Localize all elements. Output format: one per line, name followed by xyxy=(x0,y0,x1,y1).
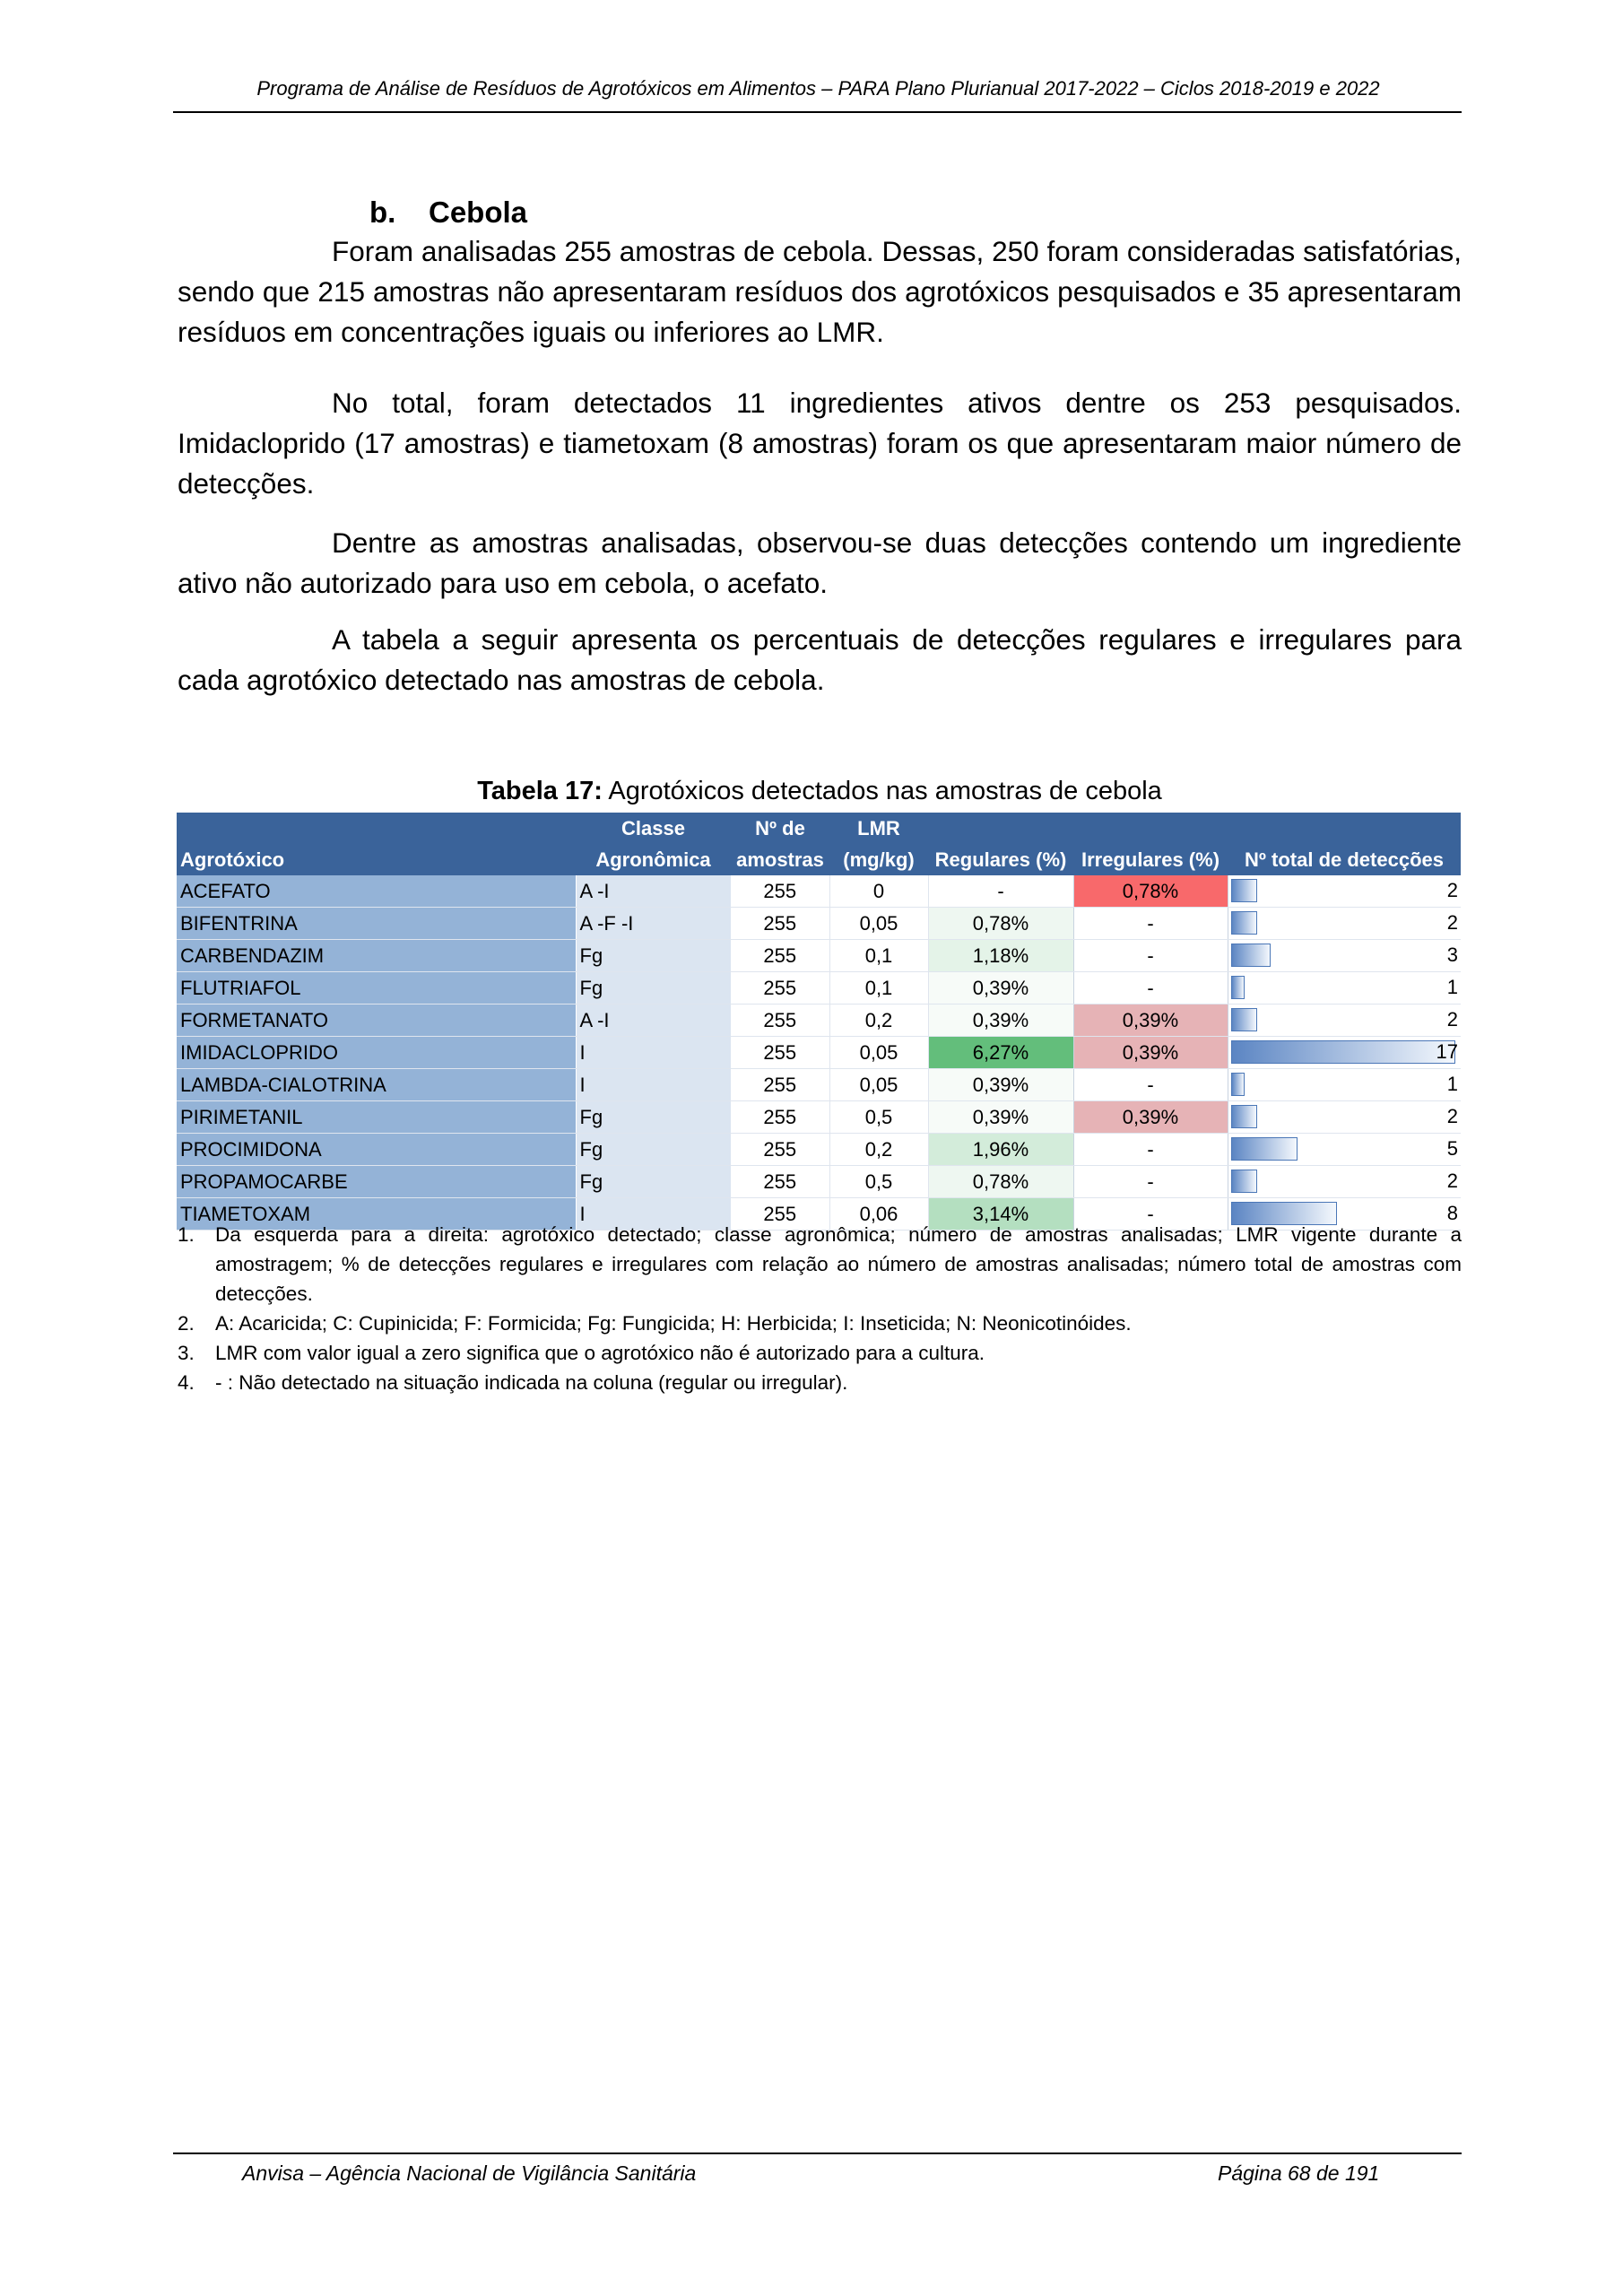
note-item xyxy=(178,1220,1462,1309)
note-item xyxy=(178,1338,1462,1368)
note-text: - : Não detectado na situação indicada na coluna (regular ou irregular). xyxy=(215,1371,848,1394)
note-number: 1. xyxy=(178,1223,195,1246)
cell-amostras: 255 xyxy=(731,1198,829,1231)
cell-regulares: 0,39% xyxy=(928,1101,1073,1134)
cell-regulares: 6,27% xyxy=(928,1037,1073,1069)
section-number: b. xyxy=(369,196,396,229)
total-bar xyxy=(1231,1040,1455,1064)
cell-irregulares: - xyxy=(1073,908,1228,940)
cell-classe: Fg xyxy=(576,1166,731,1198)
table-caption-label: Tabela 17: xyxy=(477,777,603,805)
cell-amostras: 255 xyxy=(731,1004,829,1037)
cell-irregulares: 0,39% xyxy=(1073,1101,1228,1134)
cell-lmr: 0,05 xyxy=(829,1037,928,1069)
cell-amostras: 255 xyxy=(731,908,829,940)
table-row xyxy=(177,1069,1461,1101)
cell-amostras: 255 xyxy=(731,1134,829,1166)
table-row xyxy=(177,1101,1461,1134)
cell-total xyxy=(1228,875,1461,908)
total-bar xyxy=(1231,1137,1298,1161)
cell-regulares: 0,78% xyxy=(928,1166,1073,1198)
note-text: Da esquerda para a direita: agrotóxico detectado; classe agronômica; número de amostras analisadas; LMR vigente durante a amostragem; % de detecções regulares e irregulares com relação ao número de amostras analisadas; número total de amostras com detecções. xyxy=(215,1223,1462,1305)
footer-agency: Anvisa – Agência Nacional de Vigilância Sanitária xyxy=(242,2161,697,2185)
table-caption xyxy=(178,777,1462,806)
cell-lmr: 0,05 xyxy=(829,1069,928,1101)
note-item xyxy=(178,1309,1462,1338)
total-value: 1 xyxy=(1446,976,1458,998)
header-rule xyxy=(173,111,1462,113)
cell-amostras: 255 xyxy=(731,1037,829,1069)
cell-lmr: 0,2 xyxy=(829,1134,928,1166)
cell-classe: A -I xyxy=(576,875,731,908)
table-header-row xyxy=(177,813,1461,875)
paragraph-4: A tabela a seguir apresenta os percentuais de detecções regulares e irregulares para cada agrotóxico detectado nas amostras de cebola. xyxy=(178,623,1462,696)
cell-amostras: 255 xyxy=(731,972,829,1004)
total-bar xyxy=(1231,1073,1245,1096)
cell-agrotoxico: BIFENTRINA xyxy=(177,908,576,940)
table-row xyxy=(177,1037,1461,1069)
cell-agrotoxico: IMIDACLOPRIDO xyxy=(177,1037,576,1069)
cell-classe: Fg xyxy=(576,1101,731,1134)
cell-irregulares: - xyxy=(1073,940,1228,972)
cell-classe: I xyxy=(576,1037,731,1069)
cell-regulares: 0,39% xyxy=(928,972,1073,1004)
cell-total xyxy=(1228,940,1461,972)
page-number: Página 68 de 191 xyxy=(1218,2161,1380,2185)
cell-irregulares: 0,39% xyxy=(1073,1037,1228,1069)
cell-total xyxy=(1228,1004,1461,1037)
total-value: 2 xyxy=(1446,1105,1458,1127)
note-number: 3. xyxy=(178,1342,195,1364)
cell-regulares: - xyxy=(928,875,1073,908)
cell-agrotoxico: CARBENDAZIM xyxy=(177,940,576,972)
cell-regulares: 1,96% xyxy=(928,1134,1073,1166)
cell-amostras: 255 xyxy=(731,1166,829,1198)
note-number: 2. xyxy=(178,1312,195,1335)
cell-total xyxy=(1228,1134,1461,1166)
total-bar xyxy=(1231,879,1257,902)
total-bar xyxy=(1231,1170,1257,1193)
cell-total xyxy=(1228,908,1461,940)
pesticide-table xyxy=(177,813,1461,1231)
cell-lmr: 0,5 xyxy=(829,1101,928,1134)
cell-classe: I xyxy=(576,1069,731,1101)
cell-total xyxy=(1228,1166,1461,1198)
cell-regulares: 0,39% xyxy=(928,1004,1073,1037)
header-irregulares: Irregulares (%) xyxy=(1073,813,1228,875)
header-total: Nº total de detecções xyxy=(1228,813,1461,875)
note-text: A: Acaricida; C: Cupinicida; F: Formicida; Fg: Fungicida; H: Herbicida; I: Inseticida; N: Neonicotinóides. xyxy=(215,1312,1132,1335)
cell-agrotoxico: ACEFATO xyxy=(177,875,576,908)
cell-irregulares: - xyxy=(1073,972,1228,1004)
total-bar xyxy=(1231,944,1271,967)
table-row xyxy=(177,1134,1461,1166)
cell-classe: A -F -I xyxy=(576,908,731,940)
total-bar xyxy=(1231,976,1245,999)
table-row xyxy=(177,972,1461,1004)
total-bar xyxy=(1231,911,1257,935)
total-value: 3 xyxy=(1446,944,1458,966)
cell-amostras: 255 xyxy=(731,1069,829,1101)
cell-agrotoxico: PROPAMOCARBE xyxy=(177,1166,576,1198)
cell-classe: I xyxy=(576,1198,731,1231)
cell-lmr: 0,05 xyxy=(829,908,928,940)
cell-classe: Fg xyxy=(576,940,731,972)
cell-irregulares: - xyxy=(1073,1198,1228,1231)
table-row xyxy=(177,875,1461,908)
total-value: 8 xyxy=(1446,1202,1458,1224)
table-row xyxy=(177,940,1461,972)
cell-total xyxy=(1228,1037,1461,1069)
cell-agrotoxico: PIRIMETANIL xyxy=(177,1101,576,1134)
cell-irregulares: 0,78% xyxy=(1073,875,1228,908)
header-classe: Classe Agronômica xyxy=(576,813,731,875)
total-value: 1 xyxy=(1446,1073,1458,1095)
total-bar xyxy=(1231,1105,1257,1128)
table-row xyxy=(177,1166,1461,1198)
footer-rule xyxy=(173,2152,1462,2154)
table-row xyxy=(177,1004,1461,1037)
table-notes xyxy=(178,1220,1462,1397)
cell-irregulares: - xyxy=(1073,1134,1228,1166)
total-value: 2 xyxy=(1446,1008,1458,1031)
cell-regulares: 1,18% xyxy=(928,940,1073,972)
header-lmr: LMR (mg/kg) xyxy=(829,813,928,875)
cell-amostras: 255 xyxy=(731,940,829,972)
section-title xyxy=(369,196,527,230)
total-value: 2 xyxy=(1446,911,1458,934)
running-header: Programa de Análise de Resíduos de Agrotóxicos em Alimentos – PARA Plano Plurianual 2017-2022 – Ciclos 2018-2019 e 2022 xyxy=(256,77,1380,100)
cell-irregulares: - xyxy=(1073,1166,1228,1198)
cell-total xyxy=(1228,1101,1461,1134)
cell-total xyxy=(1228,1069,1461,1101)
total-value: 5 xyxy=(1446,1137,1458,1160)
header-regulares: Regulares (%) xyxy=(928,813,1073,875)
total-bar xyxy=(1231,1008,1257,1031)
cell-agrotoxico: TIAMETOXAM xyxy=(177,1198,576,1231)
cell-regulares: 0,78% xyxy=(928,908,1073,940)
cell-amostras: 255 xyxy=(731,1101,829,1134)
cell-classe: Fg xyxy=(576,1134,731,1166)
paragraph-2: No total, foram detectados 11 ingredientes ativos dentre os 253 pesquisados. Imidacloprido (17 amostras) e tiametoxam (8 amostras) foram os que apresentaram maior número de detecções. xyxy=(178,387,1462,500)
total-value: 2 xyxy=(1446,1170,1458,1192)
note-number: 4. xyxy=(178,1371,195,1394)
cell-lmr: 0,2 xyxy=(829,1004,928,1037)
total-value: 17 xyxy=(1436,1040,1458,1063)
section-name: Cebola xyxy=(429,196,528,229)
cell-classe: Fg xyxy=(576,972,731,1004)
cell-regulares: 0,39% xyxy=(928,1069,1073,1101)
cell-lmr: 0,5 xyxy=(829,1166,928,1198)
cell-irregulares: - xyxy=(1073,1069,1228,1101)
cell-agrotoxico: LAMBDA-CIALOTRINA xyxy=(177,1069,576,1101)
paragraph-3: Dentre as amostras analisadas, observou-se duas detecções contendo um ingrediente ativo não autorizado para uso em cebola, o acefato. xyxy=(178,526,1462,599)
header-amostras: Nº de amostras xyxy=(731,813,829,875)
cell-agrotoxico: PROCIMIDONA xyxy=(177,1134,576,1166)
note-text: LMR com valor igual a zero significa que o agrotóxico não é autorizado para a cultura. xyxy=(215,1342,985,1364)
total-value: 2 xyxy=(1446,879,1458,901)
header-agrotoxico: Agrotóxico xyxy=(177,813,576,875)
cell-agrotoxico: FLUTRIAFOL xyxy=(177,972,576,1004)
cell-lmr: 0,1 xyxy=(829,972,928,1004)
cell-classe: A -I xyxy=(576,1004,731,1037)
cell-lmr: 0 xyxy=(829,875,928,908)
cell-regulares: 3,14% xyxy=(928,1198,1073,1231)
cell-amostras: 255 xyxy=(731,875,829,908)
paragraph-1: Foram analisadas 255 amostras de cebola. Dessas, 250 foram consideradas satisfatórias, sendo que 215 amostras não apresentaram resíduos dos agrotóxicos pesquisados e 35 apresentaram resíduos em concentrações iguais ou inferiores ao LMR. xyxy=(178,235,1462,348)
cell-irregulares: 0,39% xyxy=(1073,1004,1228,1037)
note-item xyxy=(178,1368,1462,1397)
table-row xyxy=(177,908,1461,940)
table-caption-text: Agrotóxicos detectados nas amostras de cebola xyxy=(602,777,1162,805)
cell-lmr: 0,06 xyxy=(829,1198,928,1231)
cell-agrotoxico: FORMETANATO xyxy=(177,1004,576,1037)
cell-total xyxy=(1228,972,1461,1004)
cell-lmr: 0,1 xyxy=(829,940,928,972)
